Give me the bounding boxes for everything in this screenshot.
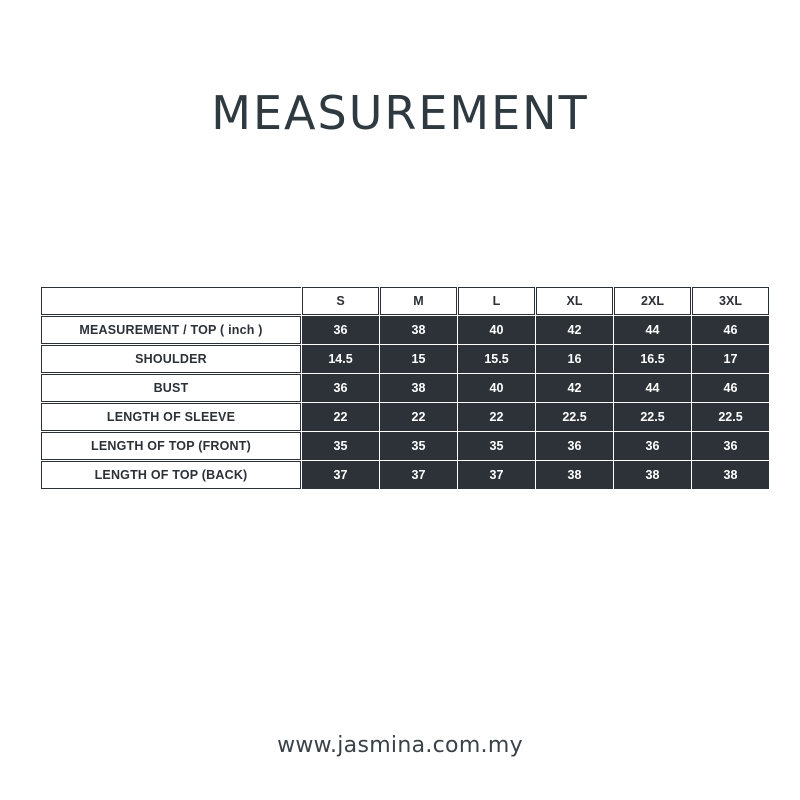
cell-sleeve-2xl: 22.5 <box>614 403 691 431</box>
column-header-xl: XL <box>536 287 613 315</box>
table-row <box>41 316 769 344</box>
cell-bust-xl: 42 <box>536 374 613 402</box>
cell-top-front-2xl: 36 <box>614 432 691 460</box>
cell-bust-2xl: 44 <box>614 374 691 402</box>
cell-shoulder-2xl: 16.5 <box>614 345 691 373</box>
table-corner-cell <box>41 287 301 315</box>
table-row <box>41 432 769 460</box>
cell-shoulder-l: 15.5 <box>458 345 535 373</box>
cell-bust-l: 40 <box>458 374 535 402</box>
cell-measurement-top-l: 40 <box>458 316 535 344</box>
table-row <box>41 374 769 402</box>
cell-shoulder-3xl: 17 <box>692 345 769 373</box>
cell-sleeve-m: 22 <box>380 403 457 431</box>
row-label-shoulder: SHOULDER <box>41 345 301 373</box>
cell-top-front-s: 35 <box>302 432 379 460</box>
cell-shoulder-xl: 16 <box>536 345 613 373</box>
cell-measurement-top-3xl: 46 <box>692 316 769 344</box>
table-row <box>41 461 769 489</box>
cell-sleeve-s: 22 <box>302 403 379 431</box>
cell-sleeve-3xl: 22.5 <box>692 403 769 431</box>
cell-top-back-m: 37 <box>380 461 457 489</box>
cell-top-back-s: 37 <box>302 461 379 489</box>
column-header-3xl: 3XL <box>692 287 769 315</box>
page-title: MEASUREMENT <box>211 86 589 140</box>
cell-top-front-m: 35 <box>380 432 457 460</box>
cell-top-front-l: 35 <box>458 432 535 460</box>
column-header-l: L <box>458 287 535 315</box>
cell-measurement-top-m: 38 <box>380 316 457 344</box>
row-label-length-of-sleeve: LENGTH OF SLEEVE <box>41 403 301 431</box>
column-header-2xl: 2XL <box>614 287 691 315</box>
cell-shoulder-m: 15 <box>380 345 457 373</box>
size-table-container <box>40 286 762 490</box>
cell-top-front-xl: 36 <box>536 432 613 460</box>
website-footer: www.jasmina.com.my <box>277 733 523 758</box>
row-label-measurement-top: MEASUREMENT / TOP ( inch ) <box>41 316 301 344</box>
table-row <box>41 345 769 373</box>
cell-bust-s: 36 <box>302 374 379 402</box>
row-label-length-of-top-back: LENGTH OF TOP (BACK) <box>41 461 301 489</box>
table-row <box>41 403 769 431</box>
cell-measurement-top-2xl: 44 <box>614 316 691 344</box>
cell-top-back-3xl: 38 <box>692 461 769 489</box>
size-table <box>40 286 770 490</box>
column-header-m: M <box>380 287 457 315</box>
table-header-row <box>41 287 769 315</box>
cell-bust-m: 38 <box>380 374 457 402</box>
cell-top-front-3xl: 36 <box>692 432 769 460</box>
cell-bust-3xl: 46 <box>692 374 769 402</box>
cell-measurement-top-s: 36 <box>302 316 379 344</box>
row-label-length-of-top-front: LENGTH OF TOP (FRONT) <box>41 432 301 460</box>
cell-sleeve-xl: 22.5 <box>536 403 613 431</box>
cell-top-back-xl: 38 <box>536 461 613 489</box>
column-header-s: S <box>302 287 379 315</box>
cell-top-back-l: 37 <box>458 461 535 489</box>
cell-shoulder-s: 14.5 <box>302 345 379 373</box>
cell-measurement-top-xl: 42 <box>536 316 613 344</box>
cell-sleeve-l: 22 <box>458 403 535 431</box>
cell-top-back-2xl: 38 <box>614 461 691 489</box>
row-label-bust: BUST <box>41 374 301 402</box>
